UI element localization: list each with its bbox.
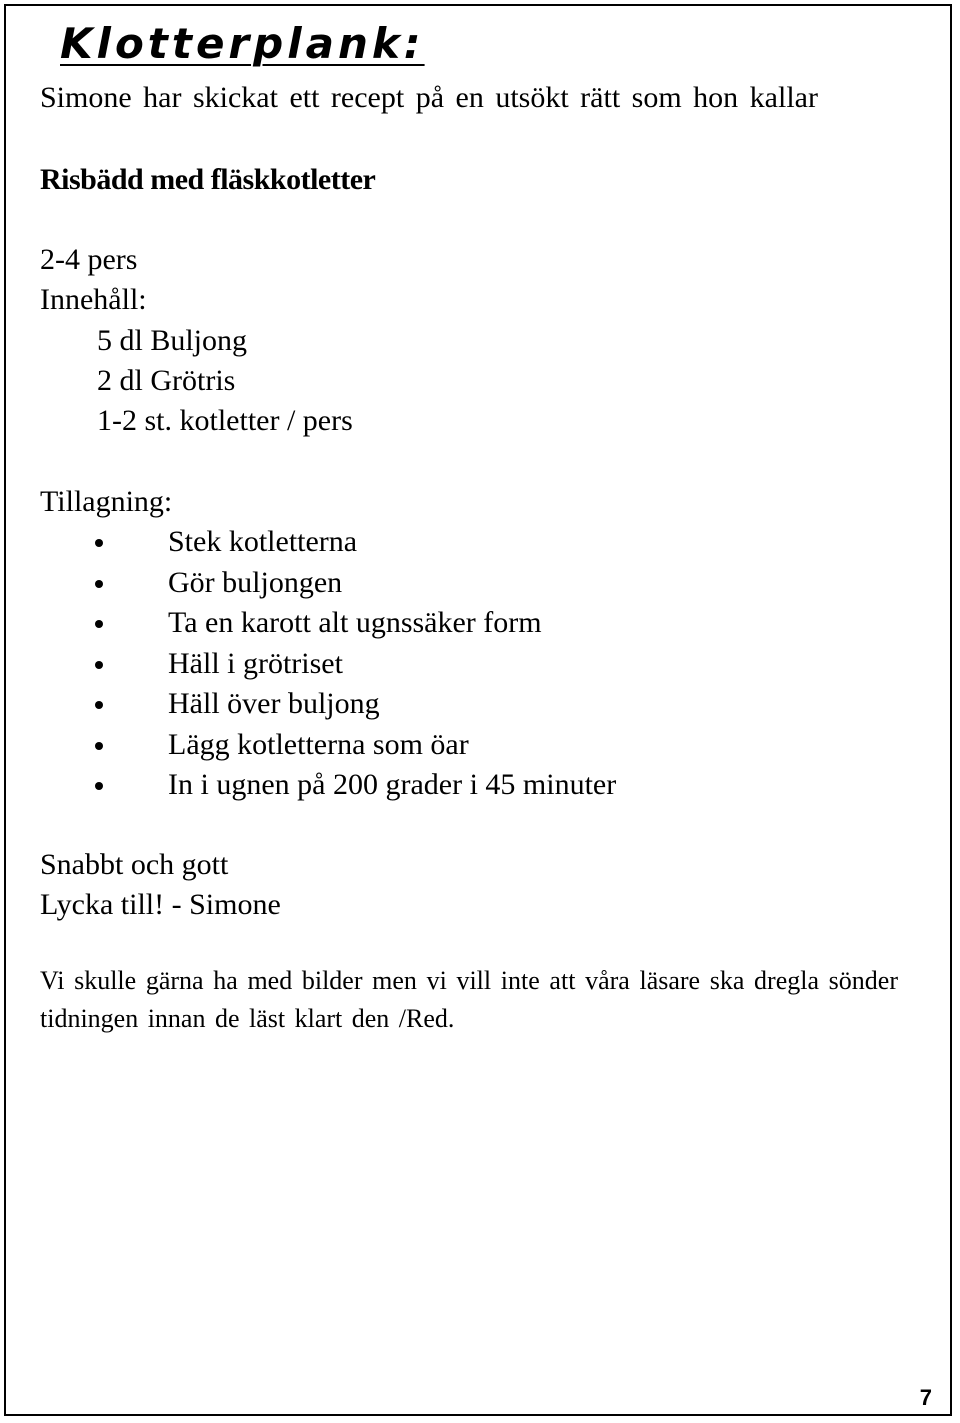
page-number: 7 xyxy=(919,1385,932,1410)
signature-line: Lycka till! - Simone xyxy=(40,888,281,921)
step-item xyxy=(95,563,616,604)
bullet-icon xyxy=(95,782,103,790)
bullet-icon xyxy=(95,701,103,709)
steps-heading: Tillagning: xyxy=(40,485,173,518)
step-item xyxy=(95,684,616,725)
bullet-icon xyxy=(95,580,103,588)
step-item xyxy=(95,725,616,766)
step-text: Häll över buljong xyxy=(168,687,380,720)
bullet-icon xyxy=(95,742,103,750)
bullet-icon xyxy=(95,661,103,669)
bullet-icon xyxy=(95,539,103,547)
bullet-icon xyxy=(95,620,103,628)
step-text: Gör buljongen xyxy=(168,565,343,599)
ingredients-list xyxy=(97,321,353,441)
ingredient-item: 5 dl Buljong xyxy=(97,324,248,357)
step-item xyxy=(95,765,616,806)
servings: 2-4 pers xyxy=(40,243,138,276)
editor-note: Vi skulle gärna ha med bilder men vi vill inte att våra läsare ska dregla sönder tidningen innan de läst klart den /Red. xyxy=(40,966,898,1033)
step-item xyxy=(95,522,616,563)
recipe-name: Risbädd med fläskkotletter xyxy=(40,163,376,196)
closing-line: Snabbt och gott xyxy=(40,848,229,881)
step-text: Lägg kotletterna som öar xyxy=(168,727,469,761)
intro-text: Simone har skickat ett recept på en utsökt rätt som hon kallar xyxy=(40,81,818,114)
ingredients-heading: Innehåll: xyxy=(40,283,147,316)
step-text: Stek kotletterna xyxy=(168,525,358,558)
steps-list xyxy=(95,522,616,806)
step-item xyxy=(95,644,616,685)
ingredient-item: 2 dl Grötris xyxy=(97,364,236,397)
page-title: Klotterplank: xyxy=(60,19,425,68)
step-text: In i ugnen på 200 grader i 45 minuter xyxy=(168,768,617,801)
ingredient-item: 1-2 st. kotletter / pers xyxy=(97,404,353,437)
step-item xyxy=(95,603,616,644)
step-text: Häll i grötriset xyxy=(168,646,343,680)
step-text: Ta en karott alt ugnssäker form xyxy=(168,606,542,639)
